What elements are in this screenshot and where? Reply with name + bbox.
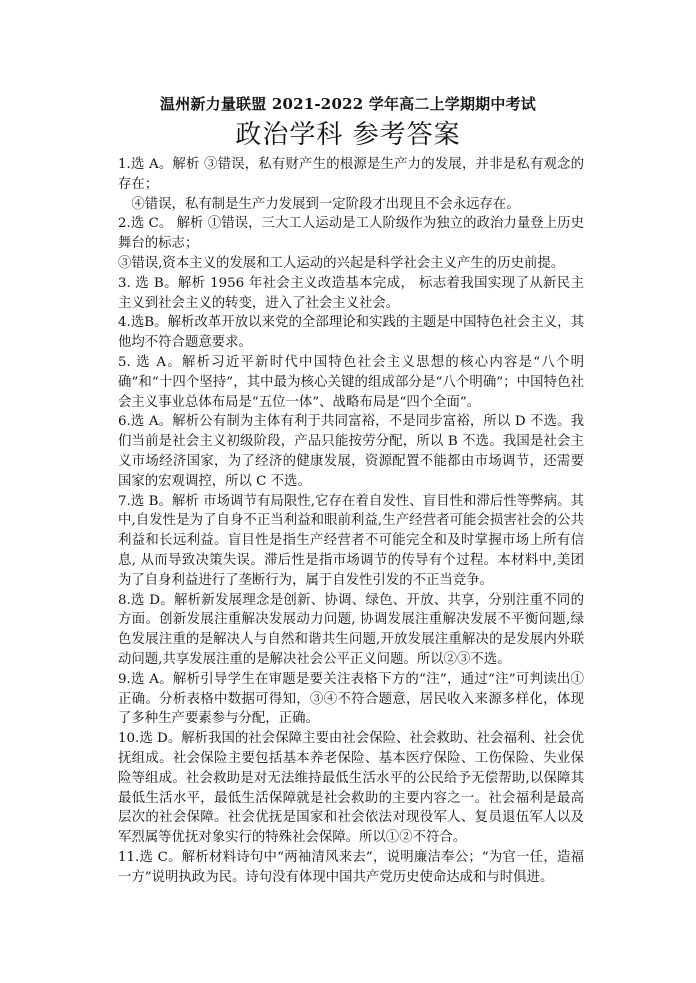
document-title: 温州新力量联盟 2021-2022 学年高二上学期期中考试 bbox=[160, 95, 536, 113]
answer-list bbox=[118, 155, 584, 887]
answer-11: 11.选 C。解析材料诗句中“两袖清风来去”，说明廉洁奉公；“为官一任，造福一方”说明执政为民。诗句没有体现中国共产党历史使命达成和与时俱进。 bbox=[118, 849, 584, 885]
answer-2: 2.选 C。 解析 ①错误，三大工人运动是工人阶级作为独立的政治力量登上历史舞台的标志； bbox=[118, 216, 584, 252]
answer-8: 8.选 D。解析新发展理念是创新、协调、绿色、开放、共享，分别注重不同的方面。创新发展注重解决发展动力问题, 协调发展注重解决发展不平衡问题,绿色发展注重的是解决人与自然和谐共生问题,开放发展注重解决的是发展内外联动问题,共享发展注重的是解决社会公平正义问题。所以②③不选。 bbox=[118, 592, 584, 667]
answer-6: 6.选 A。解析公有制为主体有利于共同富裕，不是同步富裕，所以 D 不选。我们当前是社会主义初级阶段，产品只能按劳分配，所以 B 不选。我国是社会主义市场经济国家，为了经济的健康发展，资源配置不能都由市场调节，还需要国家的宏观调控，所以 C 不选。 bbox=[118, 414, 584, 489]
answer-4: 4.选B。解析改革开放以来党的全部理论和实践的主题是中国特色社会主义，其他均不符合题意要求。 bbox=[118, 315, 584, 351]
answer-1: 1.选 A。解析 ③错误，私有财产生的根源是生产力的发展，并非是私有观念的存在； bbox=[118, 157, 584, 192]
answer-5: 5. 选 A。解析习近平新时代中国特色社会主义思想的核心内容是“八个明确”和“十四个坚持”，其中最为核心关键的组成部分是“八个明确”；中国特色社会主义事业总体布局是“五位一体”、战略布局是“四个全面”。 bbox=[118, 354, 584, 410]
answer-3: 3. 选 B。解析 1956 年社会主义改造基本完成， 标志着我国实现了从新民主主义到社会主义的转变，进入了社会主义社会。 bbox=[118, 275, 584, 311]
answer-7: 7.选 B。解析 市场调节有局限性,它存在着自发性、盲目性和滞后性等弊病。其中,自发性是为了自身不正当利益和眼前利益,生产经营者可能会损害社会的公共利益和长远利益。盲目性是指生产经营者不可能完全和及时掌握市场上所有信息, 从而导致决策失误。滞后性是指市场调节的传导有个过程。本材料中,美团为了自身利益进行了垄断行为，属于自发性引发的不正当竞争。 bbox=[118, 493, 584, 588]
answer-2-continued: ③错误,资本主义的发展和工人运动的兴起是科学社会主义产生的历史前提。 bbox=[118, 255, 565, 271]
document-subtitle: 政治学科 参考答案 bbox=[235, 120, 461, 150]
answer-10: 10.选 D。解析我国的社会保障主要由社会保险、社会救助、社会福利、社会优抚组成。社会保险主要包括基本养老保险、基本医疗保险、工伤保险、失业保险等组成。社会救助是对无法维持最低生活水平的公民给予无偿帮助,以保障其最低生活水平，最低生活保障就是社会救助的主要内容之一。社会福利是最高层次的社会保障。社会优抚是国家和社会依法对现役军人、复员退伍军人以及军烈属等优抚对象实行的特殊社会保障。所以①②不符合。 bbox=[118, 731, 584, 846]
answer-1-continued: ④错误，私有制是生产力发展到一定阶段才出现且不会永远存在。 bbox=[131, 196, 520, 212]
answer-9: 9.选 A。解析引导学生在审题是要关注表格下方的“注”，通过“注”可判读出①正确。分析表格中数据可得知，③④不符合题意，居民收入来源多样化，体现了多种生产要素参与分配，正确。 bbox=[118, 671, 584, 727]
